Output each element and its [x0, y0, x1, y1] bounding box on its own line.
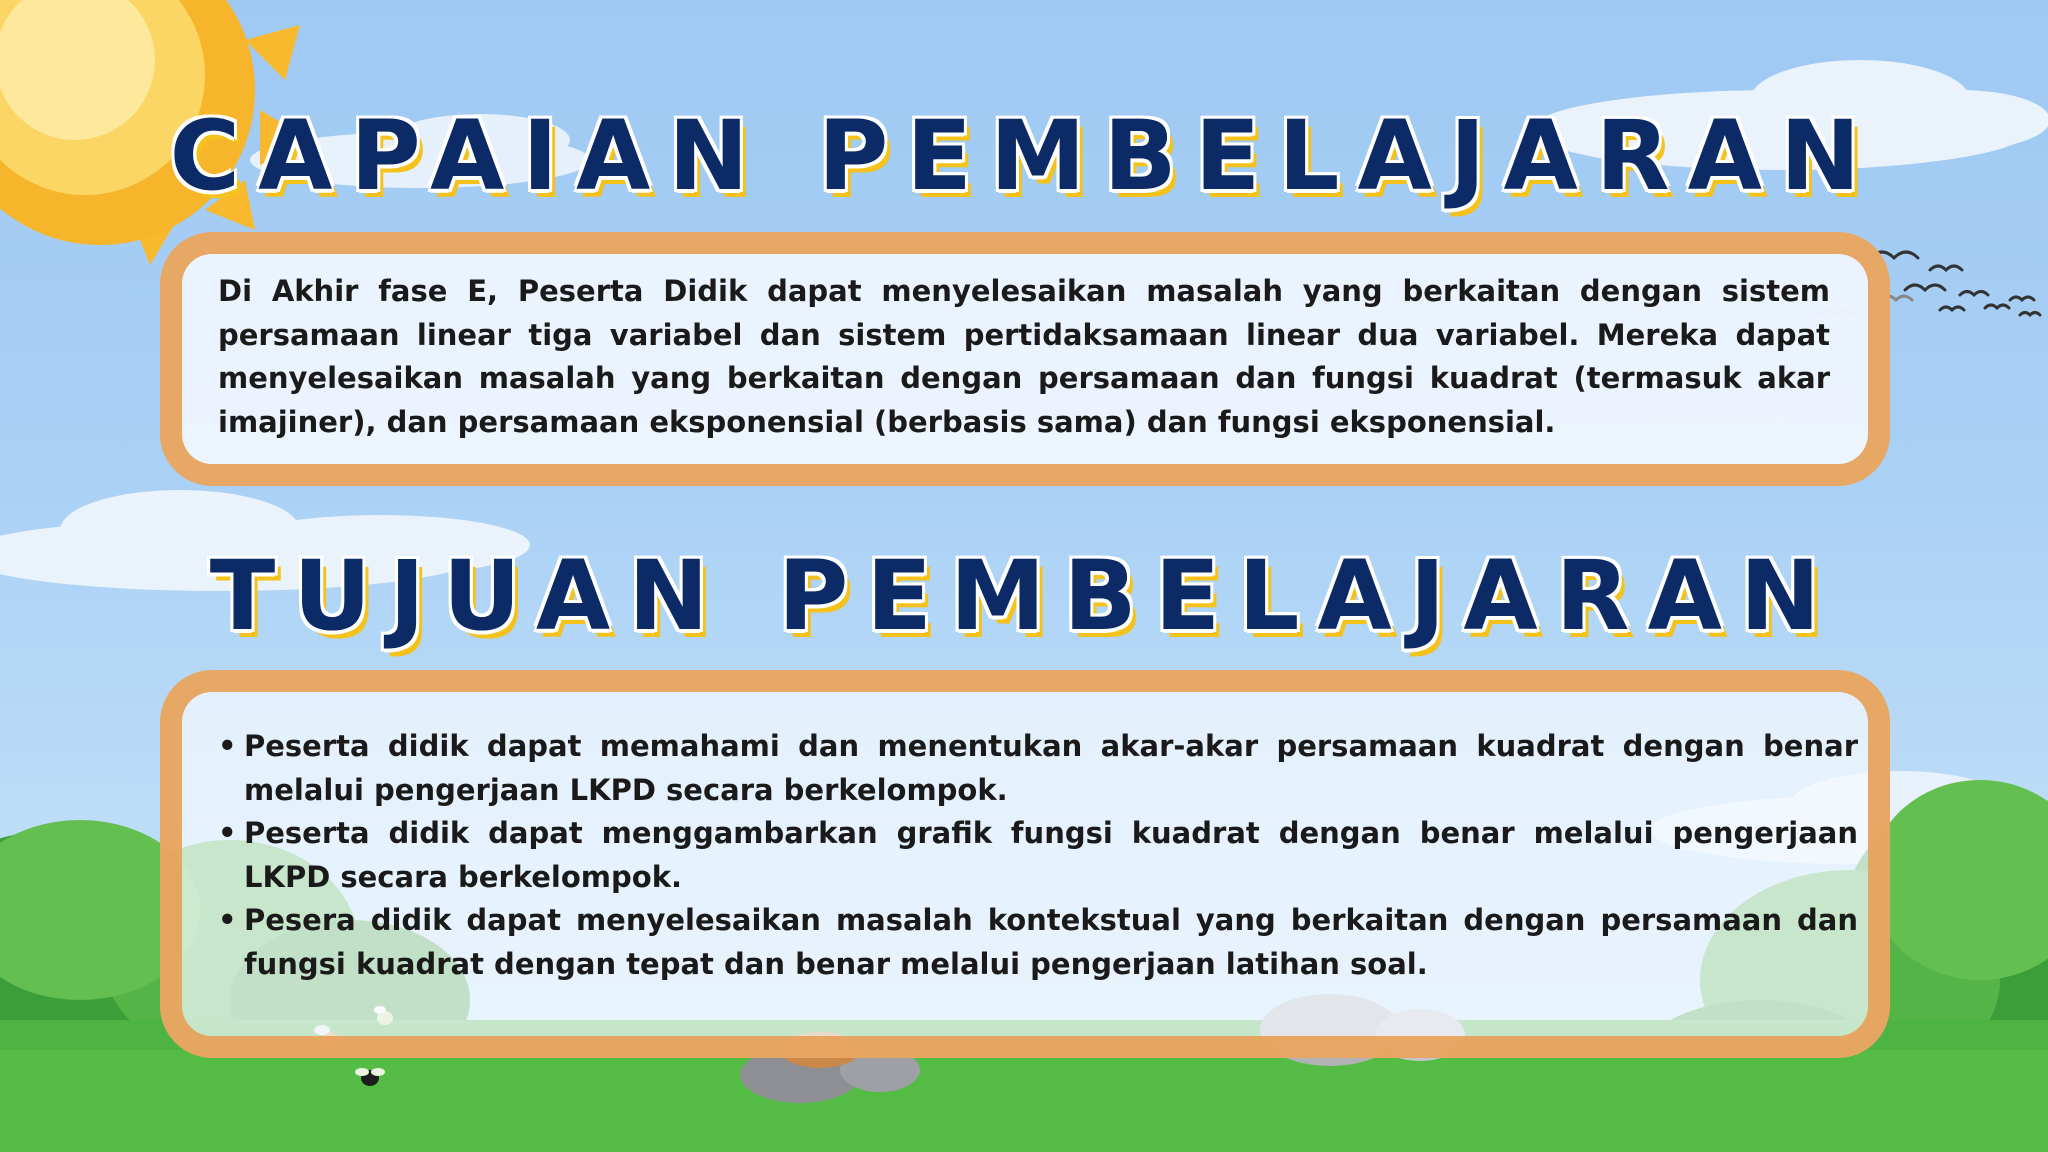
title-capaian-pembelajaran: CAPAIAN PEMBELAJARAN: [169, 100, 1879, 212]
title-tujuan-pembelajaran: TUJUAN PEMBELAJARAN: [209, 540, 1839, 652]
bullet-icon: •: [218, 903, 237, 937]
bullet-icon: •: [218, 816, 237, 850]
capaian-text: Di Akhir fase E, Peserta Didik dapat menyelesaikan masalah yang berkaitan dengan sistem persamaan linear tiga variabel dan sistem pertidaksamaan linear dua variabel. Mereka dapat menyelesaikan masalah yang berkaitan dengan persamaan dan fungsi kuadrat (termasuk akar imajiner), dan persamaan eksponensial (berbasis sama) dan fungsi eksponensial.: [218, 274, 1830, 439]
list-item: • Pesera didik dapat menyelesaikan masalah kontekstual yang berkaitan dengan persamaan dan fungsi kuadrat dengan tepat dan benar melalui pengerjaan latihan soal.: [218, 899, 1858, 986]
list-item: • Peserta didik dapat memahami dan menentukan akar-akar persamaan kuadrat dengan benar melalui pengerjaan LKPD secara berkelompok.: [218, 725, 1858, 812]
bullet-icon: •: [218, 729, 237, 763]
list-item: • Peserta didik dapat menggambarkan grafik fungsi kuadrat dengan benar melalui pengerjaan LKPD secara berkelompok.: [218, 812, 1858, 899]
tujuan-list: [218, 725, 1858, 986]
